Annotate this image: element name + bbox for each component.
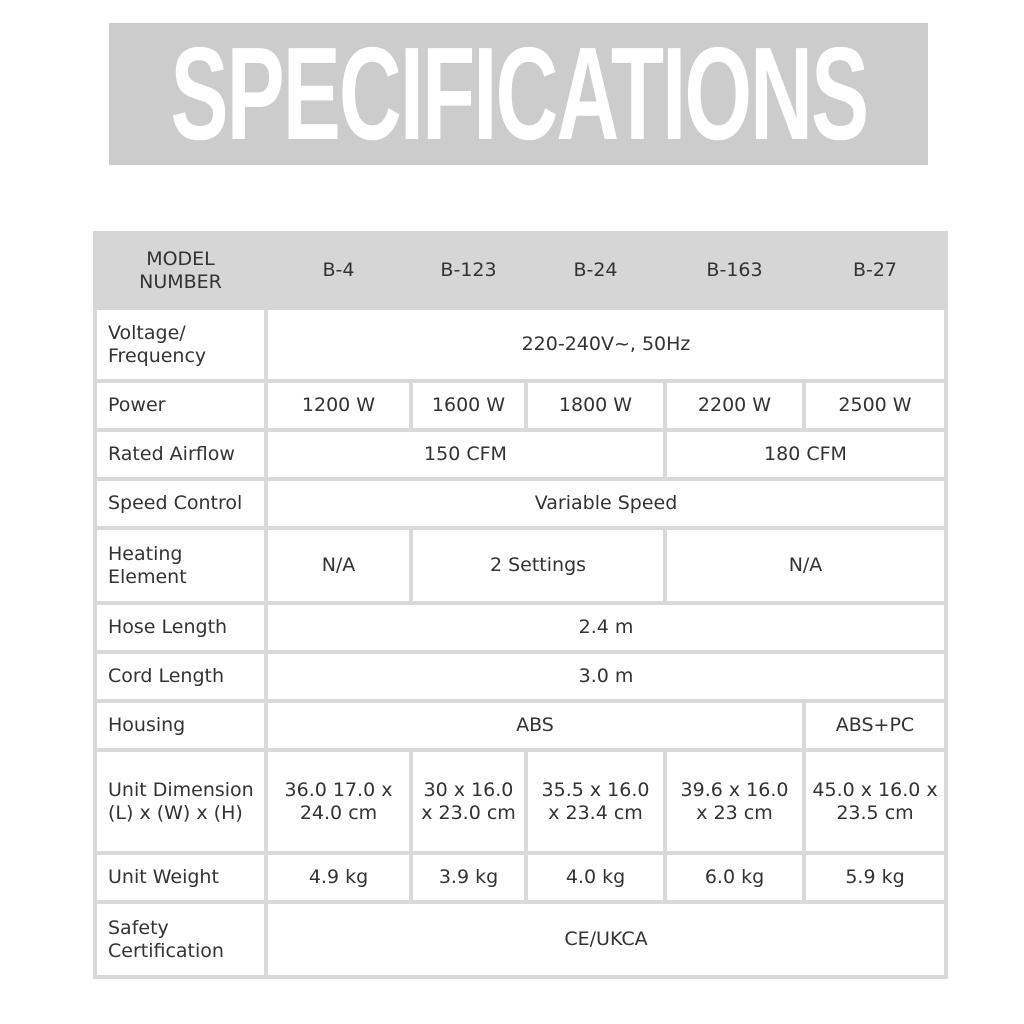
table-cell: 1200 W	[266, 381, 411, 430]
table-row	[95, 381, 946, 430]
table-cell: N/A	[266, 528, 411, 603]
table-cell: ABS+PC	[804, 701, 946, 750]
table-cell: 220-240V~, 50Hz	[266, 308, 946, 381]
spec-table	[93, 231, 948, 979]
row-label: Cord Length	[95, 652, 266, 701]
header-model: B-163	[665, 233, 804, 308]
table-cell: 5.9 kg	[804, 853, 946, 902]
table-cell: 3.9 kg	[411, 853, 526, 902]
table-cell: Variable Speed	[266, 479, 946, 528]
table-cell: 35.5 x 16.0 x 23.4 cm	[526, 750, 665, 853]
row-label: Power	[95, 381, 266, 430]
table-cell: 2.4 m	[266, 603, 946, 652]
header-model: B-4	[266, 233, 411, 308]
table-cell: 1800 W	[526, 381, 665, 430]
table-cell: 4.9 kg	[266, 853, 411, 902]
table-cell: CE/UKCA	[266, 902, 946, 977]
header-model: B-27	[804, 233, 946, 308]
table-row	[95, 701, 946, 750]
table-row	[95, 902, 946, 977]
table-cell: 2 Settings	[411, 528, 665, 603]
table-cell: 2200 W	[665, 381, 804, 430]
table-cell: 150 CFM	[266, 430, 665, 479]
table-cell: 4.0 kg	[526, 853, 665, 902]
table-cell: 45.0 x 16.0 x 23.5 cm	[804, 750, 946, 853]
row-label: Unit Dimension (L) x (W) x (H)	[95, 750, 266, 853]
row-label: Voltage/ Frequency	[95, 308, 266, 381]
row-label: Unit Weight	[95, 853, 266, 902]
table-cell: 2500 W	[804, 381, 946, 430]
table-cell: 36.0 17.0 x 24.0 cm	[266, 750, 411, 853]
row-label: Rated Airflow	[95, 430, 266, 479]
table-cell: ABS	[266, 701, 804, 750]
table-cell: 1600 W	[411, 381, 526, 430]
table-header-row	[95, 233, 946, 308]
row-label: Housing	[95, 701, 266, 750]
table-row	[95, 603, 946, 652]
row-label: Heating Element	[95, 528, 266, 603]
row-label: Hose Length	[95, 603, 266, 652]
table-cell: 3.0 m	[266, 652, 946, 701]
table-row	[95, 853, 946, 902]
header-model: B-24	[526, 233, 665, 308]
row-label: Safety Certification	[95, 902, 266, 977]
title-banner	[109, 20, 928, 167]
row-label: Speed Control	[95, 479, 266, 528]
table-cell: 180 CFM	[665, 430, 946, 479]
table-row	[95, 479, 946, 528]
table-cell: 39.6 x 16.0 x 23 cm	[665, 750, 804, 853]
table-row	[95, 652, 946, 701]
page-title: SPECIFICATIONS	[170, 20, 867, 167]
header-model: B-123	[411, 233, 526, 308]
table-cell: 30 x 16.0 x 23.0 cm	[411, 750, 526, 853]
table-row	[95, 308, 946, 381]
header-model-number: MODEL NUMBER	[95, 233, 266, 308]
table-cell: 6.0 kg	[665, 853, 804, 902]
table-row	[95, 750, 946, 853]
table-row	[95, 430, 946, 479]
table-row	[95, 528, 946, 603]
table-cell: N/A	[665, 528, 946, 603]
